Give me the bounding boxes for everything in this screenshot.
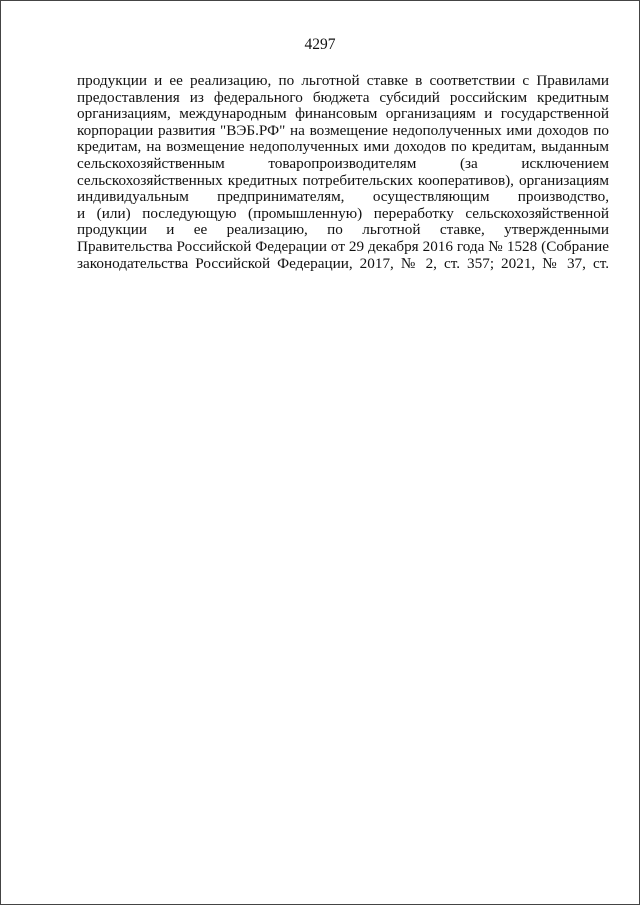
text-line: продукции и ее реализацию, по льготной ставке, утвержденными: [77, 222, 609, 239]
text-line: и (или) последующую (промышленную) переработку сельскохозяйственной: [77, 205, 609, 222]
page-number: 4297: [304, 36, 336, 53]
text-line: Правительства Российской Федерации от 29 декабря 2016 года № 1528 (Собрание: [77, 238, 609, 255]
text-line: сельскохозяйственных кредитных потребительских кооперативов), организациям: [77, 172, 609, 189]
text-line: предоставления из федерального бюджета субсидий российским кредитным: [77, 89, 609, 106]
text-line: сельскохозяйственным товаропроизводителям (за исключением: [77, 155, 609, 172]
document-body: [77, 73, 609, 272]
text-line: индивидуальным предпринимателям, осуществляющим производство,: [77, 189, 609, 206]
text-line: кредитам, на возмещение недополученных ими доходов по кредитам, выданным: [77, 139, 609, 156]
text-line: организациям, международным финансовым организациям и государственной: [77, 106, 609, 123]
text-line: законодательства Российской Федерации, 2017, № 2, ст. 357; 2021, № 37, ст.: [77, 255, 609, 272]
text-line: продукции и ее реализацию, по льготной ставке в соответствии с Правилами: [77, 73, 609, 89]
text-line: корпорации развития "ВЭБ.РФ" на возмещение недополученных ими доходов по: [77, 122, 609, 139]
